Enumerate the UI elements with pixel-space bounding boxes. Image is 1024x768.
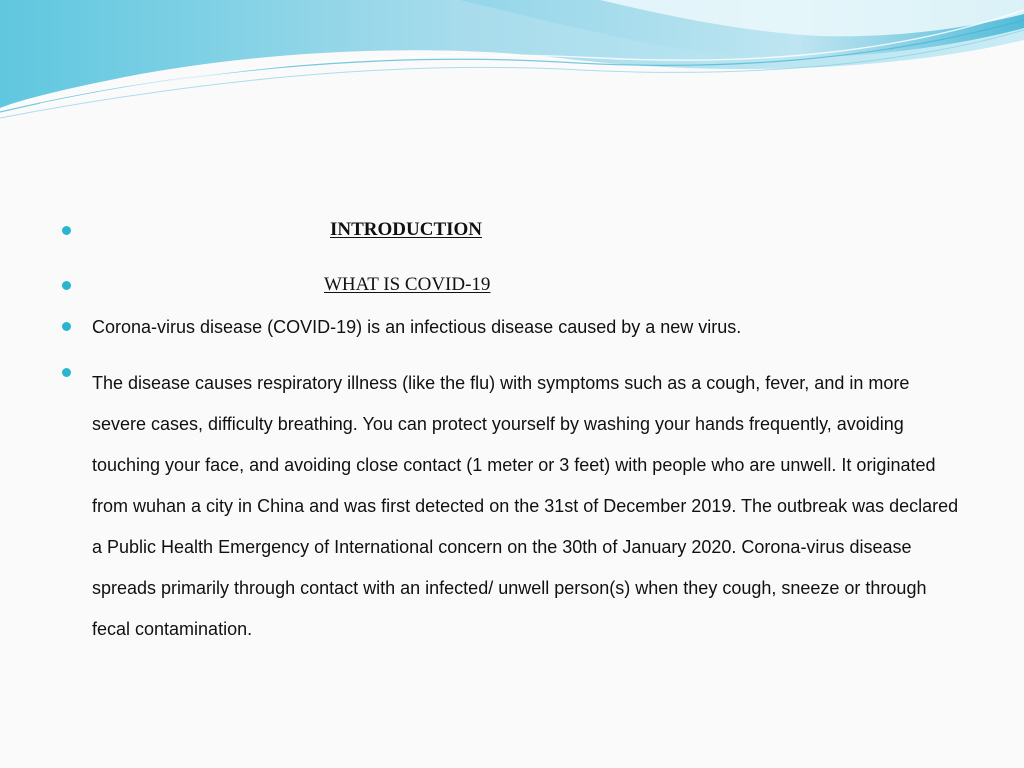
covid-definition-text: Corona-virus disease (COVID-19) is an infectious disease caused by a new virus. (92, 317, 742, 337)
bullet-dot-3 (62, 322, 71, 331)
covid-description-paragraph: The disease causes respiratory illness (like the flu) with symptoms such as a cough, fever, and in more severe cases, difficulty breathing. You can protect yourself by washing your hands frequently, avoiding touching your face, and avoiding close contact (1 meter or 3 feet) with people who are unwell. It originated from wuhan a city in China and was first detected on the 31st of December 2019. The outbreak was declared a Public Health Emergency of International concern on the 30th of January 2020. Corona-virus disease spreads primarily through contact with an infected/ unwell person(s) when they cough, sneeze or through fecal contamination. (92, 373, 959, 639)
bullet-dot-4 (62, 368, 71, 377)
introduction-heading: INTRODUCTION (330, 219, 483, 240)
what-is-covid-heading: WHAT IS COVID-19 (324, 274, 491, 295)
bullet-dot-1 (62, 226, 71, 235)
bullet-dot-2 (62, 281, 71, 290)
